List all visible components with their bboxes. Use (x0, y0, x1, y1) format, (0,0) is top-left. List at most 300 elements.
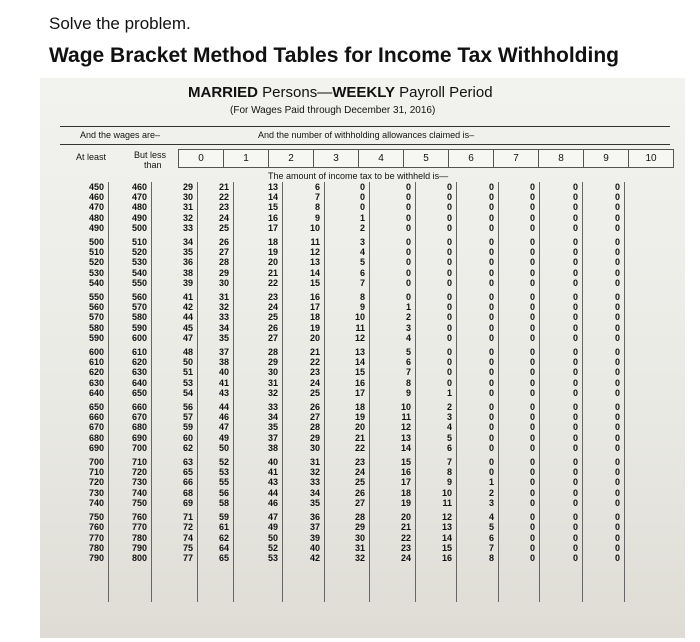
table-cell: 670 (131, 412, 147, 423)
table-cell: 4 (488, 512, 494, 523)
table-cell: 74 (182, 532, 193, 543)
table-cell: 0 (572, 512, 578, 523)
table-cell: 0 (488, 257, 494, 268)
table-cell: 26 (267, 322, 278, 333)
table-cell: 16 (309, 292, 320, 303)
table-cell: 15 (309, 277, 320, 288)
table-cell: 7 (405, 367, 411, 378)
table-cell: 0 (614, 367, 620, 378)
table-cell: 0 (446, 237, 452, 248)
table-cell: 580 (131, 312, 147, 323)
column-divider (151, 182, 152, 602)
table-cell: 0 (529, 222, 535, 233)
table-cell: 0 (572, 192, 578, 203)
table-cell: 0 (614, 512, 620, 523)
table-cell: 680 (131, 422, 147, 433)
table-cell: 0 (529, 552, 535, 563)
table-cell: 38 (218, 357, 229, 368)
table-cell: 0 (405, 222, 411, 233)
table-cell: 0 (572, 497, 578, 508)
table-cell: 0 (359, 182, 365, 192)
table-cell: 620 (88, 367, 104, 378)
table-cell: 0 (572, 467, 578, 478)
table-cell: 0 (572, 432, 578, 443)
table-cell: 5 (359, 257, 365, 268)
table-cell: 37 (267, 432, 278, 443)
table-cell: 56 (182, 402, 193, 413)
table-cell: 24 (309, 377, 320, 388)
table-cell: 0 (614, 497, 620, 508)
table-cell: 0 (614, 237, 620, 248)
table-cell: 690 (88, 442, 104, 453)
table-cell: 63 (182, 457, 193, 468)
table-cell: 56 (218, 487, 229, 498)
table-cell: 0 (529, 487, 535, 498)
table-cell: 6 (488, 532, 494, 543)
table-cell: 0 (572, 312, 578, 323)
table-cell: 0 (529, 247, 535, 258)
table-cell: 790 (131, 542, 147, 553)
table-cell: 43 (218, 387, 229, 398)
table-cell: 0 (614, 467, 620, 478)
table-cell: 15 (354, 367, 365, 378)
table-cell: 75 (182, 542, 193, 553)
table-cell: 6 (446, 442, 452, 453)
table-cell: 7 (488, 542, 494, 553)
table-cell: 27 (354, 497, 365, 508)
table-cell: 29 (218, 267, 229, 278)
col-allowance-6 (422, 182, 452, 567)
table-cell: 9 (359, 302, 365, 313)
table-cell: 0 (572, 182, 578, 192)
table-cell: 510 (131, 237, 147, 248)
table-cell: 19 (400, 497, 411, 508)
table-cell: 4 (359, 247, 365, 258)
table-cell: 0 (488, 277, 494, 288)
table-cell: 740 (88, 497, 104, 508)
table-cell: 18 (267, 237, 278, 248)
table-cell: 550 (88, 292, 104, 303)
table-cell: 40 (218, 367, 229, 378)
table-cell: 0 (572, 277, 578, 288)
table-cell: 790 (88, 552, 104, 563)
table-cell: 24 (400, 552, 411, 563)
table-cell: 700 (131, 442, 147, 453)
table-cell: 41 (218, 377, 229, 388)
table-cell: 0 (529, 402, 535, 413)
table-cell: 630 (88, 377, 104, 388)
table-cell: 28 (309, 422, 320, 433)
table-cell: 530 (131, 257, 147, 268)
table-cell: 0 (614, 182, 620, 192)
table-cell: 0 (614, 302, 620, 313)
table-cell: 0 (405, 212, 411, 223)
table-cell: 580 (88, 322, 104, 333)
table-cell: 24 (267, 302, 278, 313)
table-cell: 0 (614, 277, 620, 288)
table-cell: 750 (88, 512, 104, 523)
table-cell: 0 (446, 257, 452, 268)
table-cell: 0 (529, 497, 535, 508)
table-cell: 600 (88, 347, 104, 358)
table-cell: 37 (218, 347, 229, 358)
table-cell: 0 (405, 192, 411, 203)
table-cell: 49 (218, 432, 229, 443)
table-cell: 0 (614, 477, 620, 488)
table-date-note: (For Wages Paid through December 31, 2016) (230, 105, 436, 116)
but-less-header: But less (134, 150, 167, 160)
table-cell: 44 (267, 487, 278, 498)
table-cell: 650 (88, 402, 104, 413)
table-cell: 0 (488, 367, 494, 378)
table-cell: 0 (405, 247, 411, 258)
table-cell: 640 (131, 377, 147, 388)
allowance-header-9: 9 (583, 150, 628, 167)
table-cell: 44 (182, 312, 193, 323)
column-divider (539, 182, 540, 602)
table-cell: 0 (488, 457, 494, 468)
problem-prompt: Solve the problem. (49, 14, 191, 33)
table-cell: 0 (614, 542, 620, 553)
table-cell: 0 (446, 312, 452, 323)
table-cell: 14 (354, 357, 365, 368)
allowance-header-4: 4 (358, 150, 403, 167)
table-cell: 540 (131, 267, 147, 278)
table-cell: 0 (614, 432, 620, 443)
table-cell: 32 (182, 212, 193, 223)
table-cell: 8 (446, 467, 452, 478)
table-cell: 32 (267, 387, 278, 398)
table-cell: 0 (529, 212, 535, 223)
table-cell: 11 (442, 497, 452, 508)
table-cell: 0 (614, 357, 620, 368)
table-cell: 46 (218, 412, 229, 423)
table-cell: 44 (218, 402, 229, 413)
table-cell: 15 (441, 542, 452, 553)
table-cell: 0 (572, 422, 578, 433)
table-cell: 0 (614, 222, 620, 233)
table-cell: 0 (572, 457, 578, 468)
divider (60, 144, 670, 145)
table-cell: 550 (131, 277, 147, 288)
table-cell: 25 (267, 312, 278, 323)
table-cell: 0 (529, 237, 535, 248)
table-cell: 36 (182, 257, 193, 268)
col-allowance-0 (163, 182, 193, 567)
table-cell: 32 (218, 302, 229, 313)
table-cell: 34 (218, 322, 229, 333)
table-cell: 24 (218, 212, 229, 223)
table-cell: 34 (182, 237, 193, 248)
allowances-header: And the number of withholding allowances claimed is– (258, 130, 475, 140)
table-cell: 510 (88, 247, 104, 258)
table-cell: 470 (131, 192, 147, 203)
col-allowance-8 (505, 182, 535, 567)
table-cell: 25 (354, 477, 365, 488)
table-cell: 14 (441, 532, 452, 543)
table-cell: 11 (310, 237, 320, 248)
table-cell: 0 (572, 442, 578, 453)
table-cell: 12 (354, 332, 365, 343)
table-cell: 0 (529, 387, 535, 398)
table-cell: 480 (88, 212, 104, 223)
table-cell: 18 (309, 312, 320, 323)
table-cell: 490 (88, 222, 104, 233)
table-cell: 13 (354, 347, 365, 358)
table-cell: 6 (314, 182, 320, 192)
table-cell: 31 (354, 542, 365, 553)
table-cell: 0 (446, 302, 452, 313)
table-cell: 0 (614, 192, 620, 203)
col-allowance-9 (548, 182, 578, 567)
table-cell: 0 (446, 347, 452, 358)
table-cell: 3 (488, 497, 494, 508)
table-cell: 17 (267, 222, 278, 233)
table-cell: 0 (614, 347, 620, 358)
table-cell: 52 (267, 542, 278, 553)
table-cell: 0 (614, 332, 620, 343)
table-cell: 62 (218, 532, 229, 543)
table-cell: 32 (354, 552, 365, 563)
table-cell: 0 (614, 457, 620, 468)
table-cell: 0 (488, 322, 494, 333)
table-cell: 0 (572, 222, 578, 233)
table-cell: 29 (354, 522, 365, 533)
table-cell: 34 (309, 487, 320, 498)
table-cell: 0 (405, 237, 411, 248)
table-cell: 630 (131, 367, 147, 378)
table-cell: 9 (405, 387, 411, 398)
table-cell: 0 (488, 312, 494, 323)
allowance-header-1: 1 (223, 150, 268, 167)
table-cell: 0 (488, 377, 494, 388)
table-cell: 53 (218, 467, 229, 478)
table-cell: 0 (572, 377, 578, 388)
col-but-less (117, 182, 147, 567)
col-allowance-10 (590, 182, 620, 567)
table-cell: 680 (88, 432, 104, 443)
table-cell: 0 (529, 412, 535, 423)
table-cell: 33 (267, 402, 278, 413)
table-cell: 0 (572, 522, 578, 533)
at-least-header: At least (76, 152, 107, 162)
table-cell: 0 (529, 322, 535, 333)
table-cell: 30 (354, 532, 365, 543)
table-cell: 0 (614, 422, 620, 433)
table-cell: 28 (267, 347, 278, 358)
table-cell: 52 (218, 457, 229, 468)
table-cell: 0 (529, 302, 535, 313)
table-cell: 30 (309, 442, 320, 453)
table-cell: 22 (354, 442, 365, 453)
table-cell: 19 (267, 247, 278, 258)
allowance-header-5: 5 (403, 150, 448, 167)
table-cell: 59 (218, 512, 229, 523)
table-cell: 30 (182, 192, 193, 203)
table-cell: 8 (314, 202, 320, 213)
table-cell: 25 (309, 387, 320, 398)
table-cell: 51 (182, 367, 193, 378)
table-cell: 22 (267, 277, 278, 288)
table-cell: 29 (267, 357, 278, 368)
table-cell: 660 (131, 402, 147, 413)
table-cell: 0 (446, 367, 452, 378)
table-cell: 15 (267, 202, 278, 213)
table-cell: 730 (88, 487, 104, 498)
table-cell: 1 (405, 302, 411, 313)
table-cell: 0 (529, 442, 535, 453)
table-cell: 0 (572, 292, 578, 303)
table-cell: 66 (182, 477, 193, 488)
table-cell: 520 (88, 257, 104, 268)
table-cell: 65 (182, 467, 193, 478)
table-cell: 6 (405, 357, 411, 368)
table-cell: 0 (446, 202, 452, 213)
table-cell: 64 (218, 542, 229, 553)
table-cell: 57 (182, 412, 193, 423)
table-cell: 68 (182, 487, 193, 498)
table-cell: 760 (131, 512, 147, 523)
table-cell: 19 (354, 412, 365, 423)
table-cell: 16 (400, 467, 411, 478)
table-cell: 37 (309, 522, 320, 533)
table-cell: 760 (88, 522, 104, 533)
table-cell: 0 (488, 267, 494, 278)
table-cell: 500 (88, 237, 104, 248)
table-cell: 24 (354, 467, 365, 478)
col-allowance-2 (248, 182, 278, 567)
table-cell: 730 (131, 477, 147, 488)
divider (60, 126, 670, 127)
table-cell: 1 (488, 477, 494, 488)
table-cell: 0 (446, 182, 452, 192)
table-cell: 12 (309, 247, 320, 258)
table-cell: 35 (309, 497, 320, 508)
table-cell: 28 (354, 512, 365, 523)
table-cell: 0 (488, 412, 494, 423)
column-divider (582, 182, 583, 602)
table-cell: 0 (529, 422, 535, 433)
table-cell: 0 (405, 267, 411, 278)
table-cell: 0 (572, 212, 578, 223)
table-cell: 0 (572, 412, 578, 423)
table-cell: 0 (614, 267, 620, 278)
table-cell: 30 (218, 277, 229, 288)
table-cell: 33 (218, 312, 229, 323)
table-cell: 53 (267, 552, 278, 563)
table-cell: 31 (182, 202, 193, 213)
table-cell: 0 (572, 532, 578, 543)
table-cell: 0 (529, 467, 535, 478)
table-cell: 0 (572, 402, 578, 413)
table-cell: 23 (354, 457, 365, 468)
table-cell: 0 (405, 257, 411, 268)
table-cell: 0 (405, 277, 411, 288)
table-cell: 0 (488, 432, 494, 443)
table-cell: 27 (218, 247, 229, 258)
col-allowance-7 (464, 182, 494, 567)
table-cell: 0 (614, 247, 620, 258)
table-cell: 47 (267, 512, 278, 523)
table-cell: 21 (400, 522, 411, 533)
table-cell: 600 (131, 332, 147, 343)
table-cell: 16 (441, 552, 452, 563)
table-cell: 0 (529, 512, 535, 523)
table-cell: 10 (441, 487, 452, 498)
table-cell: 0 (572, 267, 578, 278)
table-cell: 0 (572, 367, 578, 378)
table-cell: 33 (309, 477, 320, 488)
allowance-header-7: 7 (493, 150, 538, 167)
table-cell: 47 (218, 422, 229, 433)
table-cell: 0 (529, 277, 535, 288)
table-cell: 7 (314, 192, 320, 203)
table-cell: 0 (572, 477, 578, 488)
table-cell: 0 (529, 367, 535, 378)
column-divider (369, 182, 370, 602)
table-cell: 42 (182, 302, 193, 313)
allowance-header-3: 3 (313, 150, 358, 167)
table-cell: 14 (267, 192, 278, 203)
table-cell: 0 (359, 202, 365, 213)
table-cell: 71 (182, 512, 193, 523)
table-cell: 0 (572, 552, 578, 563)
table-cell: 16 (267, 212, 278, 223)
table-cell: 11 (355, 322, 365, 333)
page-title: Wage Bracket Method Tables for Income Tax Withholding (49, 44, 619, 67)
table-cell: 0 (405, 292, 411, 303)
table-cell: 0 (446, 277, 452, 288)
table-cell: 54 (182, 387, 193, 398)
allowance-header-0: 0 (198, 153, 204, 164)
table-cell: 41 (267, 467, 278, 478)
table-cell: 8 (359, 292, 365, 303)
table-cell: 0 (614, 312, 620, 323)
table-cell: 0 (572, 322, 578, 333)
table-cell: 0 (614, 402, 620, 413)
table-cell: 3 (405, 322, 411, 333)
table-cell: 26 (218, 237, 229, 248)
amount-note: The amount of income tax to be withheld is— (268, 171, 449, 181)
table-cell: 2 (405, 312, 411, 323)
table-cell: 23 (309, 367, 320, 378)
table-cell: 17 (400, 477, 411, 488)
table-cell: 29 (182, 182, 193, 192)
table-cell: 0 (614, 292, 620, 303)
table-cell: 13 (267, 182, 278, 192)
table-cell: 0 (529, 257, 535, 268)
table-cell: 0 (488, 237, 494, 248)
table-cell: 9 (314, 212, 320, 223)
table-cell: 610 (131, 347, 147, 358)
table-cell: 0 (529, 357, 535, 368)
table-cell: 0 (529, 192, 535, 203)
column-divider (498, 182, 499, 602)
table-cell: 61 (218, 522, 229, 533)
table-cell: 460 (131, 182, 147, 192)
table-cell: 20 (400, 512, 411, 523)
table-cell: 500 (131, 222, 147, 233)
col-allowance-1 (199, 182, 229, 567)
table-cell: 0 (529, 202, 535, 213)
table-cell: 18 (400, 487, 411, 498)
table-cell: 0 (446, 212, 452, 223)
table-cell: 0 (488, 402, 494, 413)
table-cell: 0 (572, 332, 578, 343)
col-allowance-4 (335, 182, 365, 567)
table-cell: 14 (309, 267, 320, 278)
table-cell: 11 (401, 412, 411, 423)
